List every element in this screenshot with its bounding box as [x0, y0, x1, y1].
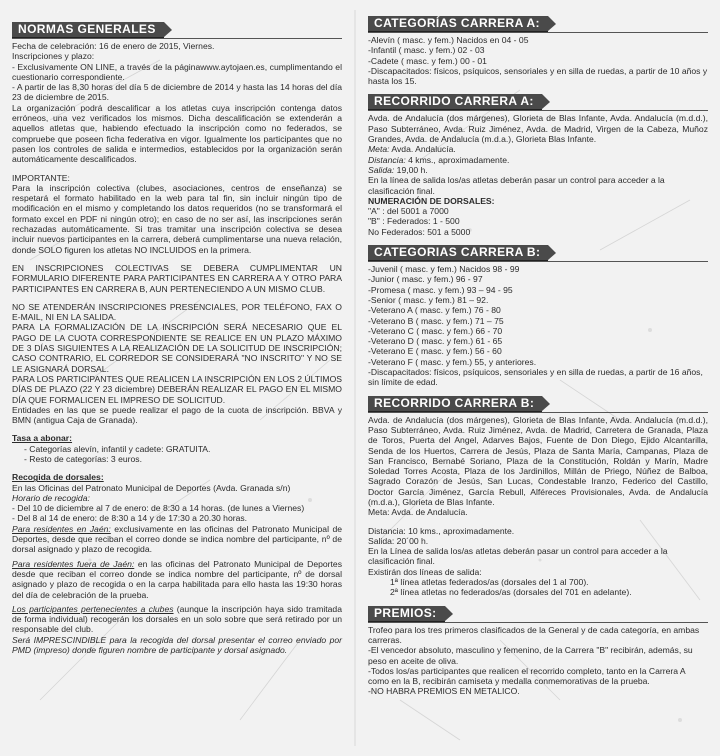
premios-vencedor: -El vencedor absoluto, masculino y femenino, de la Carrera "B" recibirán, además, su peso en aceite de oliva.: [368, 645, 693, 666]
list-item: -Senior ( masc. y fem.) 81 – 92.: [368, 294, 489, 305]
carreras-column: [368, 16, 708, 697]
list-item: -Veterano E ( masc. y fem.) 56 - 60: [368, 346, 502, 357]
dorsal-b-federados: "B" : Federados: 1 - 500: [368, 216, 460, 227]
horario-1: - Del 10 de diciembre al 7 de enero: de 8:30 a 14 horas. (de lunes a Viernes): [12, 503, 305, 514]
tasa-gratuita: - Categorías alevín, infantil y cadete: GRATUITA.: [24, 443, 211, 454]
inscripciones-title: Inscripciones y plazo:: [12, 51, 95, 62]
list-item: -Veterano D ( masc. y fem.) 61 - 65: [368, 336, 503, 347]
premios-trofeo: Trofeo para los tres primeros clasificados de la General y de cada categoría, en ambas carreras.: [368, 624, 700, 645]
dorsal-a: "A" : del 5001 a 7000: [368, 206, 449, 217]
cat-b-list: [368, 264, 708, 388]
recogida-lugar: En las Oficinas del Patronato Municipal de Deportes (Avda. Granada s/n): [12, 482, 291, 493]
fecha-celebracion: Fecha de celebración: 16 de enero de 2015, Viernes.: [12, 41, 215, 51]
list-item: -Cadete ( masc. y fem.) 00 - 01: [368, 55, 487, 66]
premios-title: PREMIOS:: [368, 606, 445, 622]
list-item: -Discapacitados: físicos, psíquicos, sensoriales y en silla de ruedas, a partir de 10 años y hasta los 15.: [368, 65, 708, 87]
rec-a-ruta: Avda. de Andalucía (dos márgenes), Glorieta de Blas Infante, Avda. Andalucía (m.d.d.), Paso Subterráneo, Avda. Ruiz Jiménez, Avda. de Madrid, Virgen de la Cabeza, Muñoz Grandes, Avda. de Andalucía (m.d.a.), Glorieta Blas Infante.: [368, 113, 708, 145]
list-item: -Veterano F ( masc. y fem.) 55, y anteriores.: [368, 356, 537, 367]
residentes-fuera: [12, 559, 342, 600]
cat-a-title: CATEGORÍAS CARRERA A:: [368, 16, 548, 32]
list-item: -Veterano B ( masc. y fem.) 71 – 75: [368, 315, 504, 326]
distancia-value: 4 kms., aproximadamente.: [405, 154, 510, 165]
cat-a-list: [368, 35, 708, 86]
rec-b-existiran: Existirán dos líneas de salida:: [368, 566, 482, 577]
tasa-title: Tasa a abonar:: [12, 433, 73, 444]
list-item: -Veterano C ( masc. y fem.) 66 - 70: [368, 325, 503, 336]
horario-2: - Del 8 al 14 de enero: de 8:30 a 14 y de 17:30 a 20.30 horas.: [12, 513, 248, 524]
entidades-pago: Entidades en las que se puede realizar el pago de la cuota de inscripción. BBVA y BMN (antigua Caja de Granada).: [12, 404, 342, 426]
list-item: -Juvenil ( masc. y fem.) Nacidos 98 - 99: [368, 264, 520, 275]
colectivas-text: EN INSCRIPCIONES COLECTIVAS SE DEBERA CUMPLIMENTAR UN FORMULARIO DIFERENTE PARA PARTICIPANTES EN CARRERA A Y OTRO PARA PARTICIPANTES EN CARRERA B, AUN PERTENECIENDO A UN MISMO CLUB.: [12, 262, 342, 294]
tasa-resto: - Resto de categorías: 3 euros.: [24, 453, 142, 464]
meta-label: Meta:: [368, 144, 390, 155]
ultimos-dias-text: PARA LOS PARTICIPANTES QUE REALICEN LA INSCRIPCIÓN EN LOS 2 ÚLTIMOS DÍAS DE PLAZO (22 Y 23 diciembre) DEBERÁN REALIZAR EL PAGO EN EL MISMO DÍA QUE FORMALICEN EL IMPRESO DE SOLICITUD.: [12, 373, 342, 405]
residentes-label: Para residentes en Jaén:: [12, 523, 111, 534]
rec-b-ruta: Avda. de Andalucía (dos márgenes), Glorieta de Blas Infante, Avda. Andalucía (m.d.d.), Paso Subterráneo, Avda. Ruiz Jiménez, Avda. de Madrid, Carretera de Granada, Plaza de Toros, Puerta del Angel, Adarves Bajos, Fuente de Don Diego, Ejido Alcantarilla, Senda de los Huertos, Carrera de Jesús, Plaza de Santa María, Campanas, Plaza de San Francisco, Bernabé Soriano, Plaza de la Constitución, Roldán y Marín, Madre Soledad Torres Acosta, Plaza de los Jardinillos, Millán de Priego, Núñez de Balboa, Sagrado Corazón de Jesús, San Lucas, Condestable Iranzo, Federico del Castillo, Doctor García Jiménez, García Rebull, Alféreces Provisionales, Avda. de Andalucía (m.d.a.), Glorieta de Blas Infante.: [368, 414, 708, 507]
rec-b-meta: Meta: Avda. de Andalucía.: [368, 507, 468, 518]
rec-b-linea: En la Línea de salida los/as atletas deberán pasar un control para acceder a la clasificación final.: [368, 546, 668, 567]
imprescindible-text: Será IMPRESCINDIBLE para la recogida del dorsal presentar el correo enviado por PMD (impreso) donde figuren nombre de participante y dorsal asignado.: [12, 634, 342, 656]
clubes-text-block: [12, 604, 342, 635]
formalizacion-text: PARA LA FORMALIZACIÓN DE LA INSCRIPCIÓN SERÁ NECESARIO QUE EL PAGO DE LA CUOTA CORRESPONDIENTE SE REALICE EN UN PLAZO MÁXIMO DE 3 DÍAS SIGUIENTES A LA REALIZACIÓN DE LA SOLICITUD DE INSCRIPCIÓN; CASO CONTRARIO, EL CORREDOR SE CONSIDERARÁ "NO INSCRITO" Y NO SE LE ASIGNARÁ DORSAL.: [12, 322, 342, 374]
list-item: -Junior ( masc. y fem.) 96 - 97: [368, 274, 483, 285]
presenciales-text: NO SE ATENDERÁN INSCRIPCIONES PRESENCIALES, POR TELÉFONO, FAX O E-MAIL, NI EN LA SALIDA.: [12, 301, 342, 323]
dorsales-title: NUMERACIÓN DE DORSALES:: [368, 195, 495, 206]
rec-a-header: [368, 94, 708, 111]
rec-a-salida: [368, 165, 708, 175]
rec-b-linea-2: 2ª línea atletas no federados/as (dorsales del 701 en adelante).: [390, 587, 632, 598]
fuera-label: Para residentes fuera de Jaén:: [12, 558, 135, 569]
normas-title: NORMAS GENERALES: [12, 22, 164, 38]
rec-a-meta: [368, 144, 708, 154]
residentes-text: exclusivamente en las oficinas del Patronato Municipal de Deportes, desde que reciban el correo donde se indica nombre del participante, nº de dorsal asignado y plazo de recogida.: [12, 523, 343, 555]
descalificacion-text: La organización podrá descalificar a los atletas cuya inscripción contenga datos erróneos, una vez verificados los mismos. Dicha descalificación se extenderán a aquellos atletas que, habiendo efectuado la inscripción como no federados, se compruebe que poseen ficha federativa en vigor. Igualmente los participantes que no pasen los controles de salida e intermedios, establecidos por la organización serán automáticamente descalificados.: [12, 102, 342, 165]
horario-title: Horario de recogida:: [12, 492, 90, 503]
rec-a-linea: En la línea de salida los/as atletas deberán pasar un control para acceder a la clasificación final.: [368, 175, 665, 196]
list-item: -Veterano A ( masc. y fem.) 76 - 80: [368, 305, 501, 316]
meta-value: Avda. Andalucía.: [389, 144, 456, 155]
clubes-label: Los participantes pertenecientes a clubes: [12, 603, 174, 614]
rec-b-header: [368, 396, 708, 413]
rec-b-linea-1: 1ª línea atletas federados/as (dorsales del 1 al 700).: [390, 577, 589, 588]
fuera-text: en las oficinas del Patronato Municipal de Deportes desde que reciban el correo donde se indica nombre del participante, nº de dorsal asignado y plazo de recogida o en la carpa habilitada para ello hasta las 19:30 horas del día de celebración de la prueba.: [12, 558, 342, 600]
inscripciones-plazo: - A partir de las 8,30 horas del día 5 de diciembre de 2014 y hasta las 14 horas del día 23 de diciembre de 2015.: [12, 82, 342, 103]
recogida-title: Recogida de dorsales:: [12, 472, 104, 483]
cat-b-title: CATEGORIAS CARRERA B:: [368, 245, 548, 261]
list-item: -Infantil ( masc. y fem.) 02 - 03: [368, 45, 485, 56]
premios-no-metalico: -NO HABRA PREMIOS EN METALICO.: [368, 686, 520, 697]
rec-a-distancia: [368, 155, 708, 165]
distancia-label: Distancia:: [368, 154, 406, 165]
salida-value: 19,00 h.: [394, 164, 428, 175]
premios-header: [368, 606, 708, 623]
importante-title: IMPORTANTE:: [12, 172, 70, 183]
cat-b-header: [368, 245, 708, 262]
rec-b-title: RECORRIDO CARRERA B:: [368, 396, 542, 412]
rec-a-title: RECORRIDO CARRERA A:: [368, 94, 542, 110]
dorsal-b-no-federados: No Federados: 501 a 5000: [368, 226, 471, 237]
premios-todos: -Todos los/as participantes que realicen el recorrido completo, tanto en la Carrera A como en la B, recibirán camiseta y medalla conmemorativas de la prueba.: [368, 665, 686, 687]
residentes-jaen: [12, 524, 342, 555]
normas-generales-column: [12, 22, 342, 655]
salida-label: Salida:: [368, 164, 395, 175]
list-item: -Alevín ( masc. y fem.) Nacidos en 04 - 05: [368, 35, 529, 45]
list-item: -Discapacitados: físicos, psíquicos, sensoriales y en silla de ruedas, a partir de 16 años, sin límite de edad.: [368, 367, 703, 388]
rec-b-distancia: Distancia: 10 kms., aproximadamente.: [368, 525, 515, 536]
rec-b-salida: Salida: 20´00 h.: [368, 535, 429, 546]
inscripciones-online: - Exclusivamente ON LINE, a través de la páginawww.aytojaen.es, cumplimentando el cuestionario correspondiente.: [12, 61, 342, 82]
cat-a-header: [368, 16, 708, 33]
list-item: -Promesa ( masc. y fem.) 93 – 94 - 95: [368, 284, 513, 295]
importante-text: Para la inscripción colectiva (clubes, asociaciones, centros de enseñanza) se respetará el formato habilitado en la web para tal fin, sin incluir ningún tipo de modificación en el mismo y completando los datos requeridos (no se transformará el formato excel en PDF ni ningún otro); en caso de no ser así, las inscripciones serán rechazadas automáticamente. Si tras tramitar una inscripción colectiva se desea incluir nuevos participantes en la carrera, deberá cumplimentarse una nueva relación, donde SOLO figuren los atletas NO INCLUIDOS en la primera.: [12, 182, 342, 255]
normas-header: [12, 22, 342, 39]
clubes-text: (aunque la inscripción haya sido tramitada de forma individual) recogerán los dorsales en un solo sobre que será retirado por un responsable del club.: [12, 603, 342, 635]
